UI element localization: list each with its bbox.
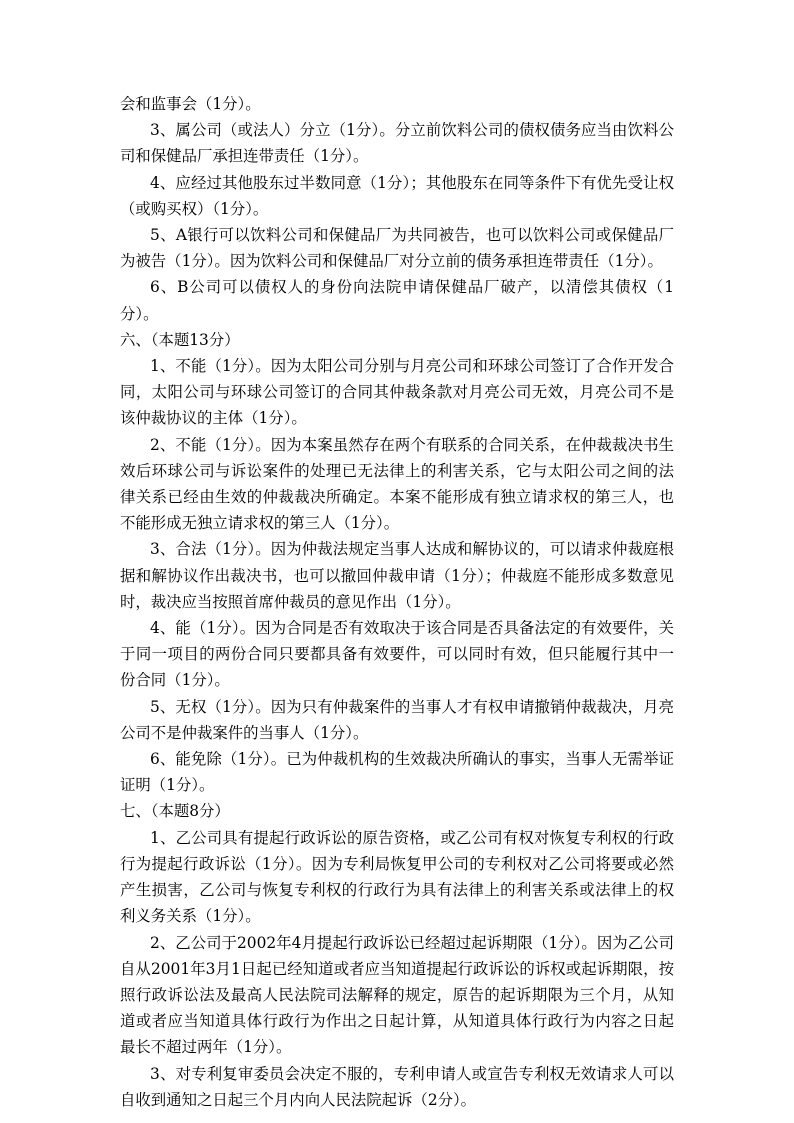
answer-item: 3、对专利复审委员会决定不服的，专利申请人或宣告专利权无效请求人可以自收到通知之日起三个月内向人民法院起诉（2分）。 [120, 1064, 674, 1109]
answer-item: 5、无权（1分）。因为只有仲裁案件的当事人才有权申请撤销仲裁裁决，月亮公司不是仲裁案件的当事人（1分）。 [120, 697, 674, 742]
answer-item: 3、属公司（或法人）分立（1分）。分立前饮料公司的债权债务应当由饮料公司和保健品厂承担连带责任（1分）。 [120, 121, 674, 166]
answer-item: 1、乙公司具有提起行政诉讼的原告资格，或乙公司有权对恢复专利权的行政行为提起行政诉讼（1分）。因为专利局恢复甲公司的专利权对乙公司将要或必然产生损害，乙公司与恢复专利权的行政行为具有法律上的利害关系或法律上的权利义务关系（1分）。 [120, 828, 674, 926]
answer-item: 4、能（1分）。因为合同是否有效取决于该合同是否具备法定的有效要件，关于同一项目的两份合同只要都具备有效要件，可以同时有效，但只能履行其中一份合同（1分）。 [120, 619, 674, 690]
section-heading: 六、（本题13分） [120, 330, 240, 349]
answer-item: 5、A银行可以饮料公司和保健品厂为共同被告，也可以饮料公司或保健品厂为被告（1分）。因为饮料公司和保健品厂对分立前的债务承担连带责任（1分）。 [120, 226, 674, 271]
document-body [120, 91, 674, 1113]
answer-item: 1、不能（1分）。因为太阳公司分别与月亮公司和环球公司签订了合作开发合同，太阳公司与环球公司签订的合同其仲裁条款对月亮公司无效，月亮公司不是该仲裁协议的主体（1分）。 [120, 357, 674, 428]
answer-item: 2、不能（1分）。因为本案虽然存在两个有联系的合同关系，在仲裁裁决书生效后环球公司与诉讼案件的处理已无法律上的利害关系，它与太阳公司之间的法律关系已经由生效的仲裁裁决所确定。本案不能形成有独立请求权的第三人，也不能形成无独立请求权的第三人（1分）。 [120, 435, 674, 533]
answer-item: 6、能免除（1分）。已为仲裁机构的生效裁决所确认的事实，当事人无需举证证明（1分）。 [120, 750, 674, 795]
answer-item: 6、B公司可以债权人的身份向法院申请保健品厂破产，以清偿其债权（1分）。 [120, 278, 674, 323]
section-heading: 七、（本题8分） [120, 802, 230, 821]
answer-item: 4、应经过其他股东过半数同意（1分）；其他股东在同等条件下有优先受让权（或购买权）（1分）。 [120, 173, 674, 218]
answer-item: 2、乙公司于2002年4月提起行政诉讼已经超过起诉期限（1分）。因为乙公司自从2001年3月1日起已经知道或者应当知道提起行政诉讼的诉权或起诉期限，按照行政诉讼法及最高人民法院司法解释的规定，原告的起诉期限为三个月，从知道或者应当知道具体行政行为作出之日起计算，从知道具体行政行为内容之日起最长不超过两年（1分）。 [120, 933, 674, 1057]
answer-item: 3、合法（1分）。因为仲裁法规定当事人达成和解协议的，可以请求仲裁庭根据和解协议作出裁决书，也可以撤回仲裁申请（1分）；仲裁庭不能形成多数意见时，裁决应当按照首席仲裁员的意见作出（1分）。 [120, 540, 674, 611]
paragraph-continuation: 会和监事会（1分）。 [120, 95, 261, 113]
